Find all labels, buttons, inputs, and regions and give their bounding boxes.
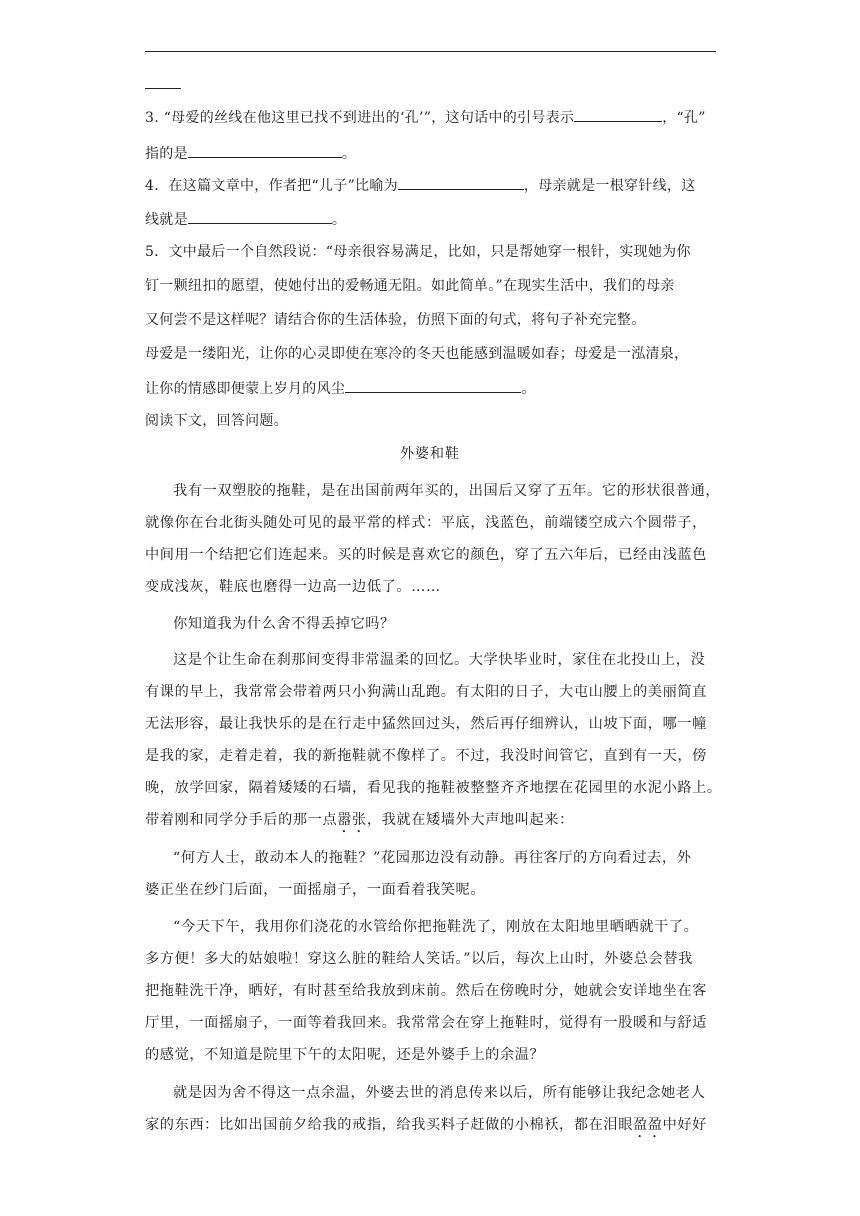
article-line: 多方便！多大的姑娘啦！穿这么脏的鞋给人笑话。”以后，每次上山时，外婆总会替我	[145, 951, 693, 967]
question-5-line-4: 母爱是一缕阳光，让你的心灵即使在寒冷的冬天也能感到温暖如春；母爱是一泓清泉，	[145, 346, 689, 362]
article-line: 的感觉，不知道是院里下午的太阳呢，还是外婆手上的余温？	[145, 1047, 545, 1063]
article-line: 把拖鞋洗干净，晒好，有时甚至给我放到床前。然后在傍晚时分，她就会安详地坐在客	[145, 983, 707, 999]
answer-blank	[398, 175, 524, 190]
answer-blank	[188, 143, 342, 158]
article-line: 就像你在台北街头随处可见的最平常的样式：平底，浅蓝色，前端镂空成六个圆带子，	[145, 515, 707, 531]
answer-blank	[188, 209, 332, 224]
article-line: 有课的早上，我常常会带着两只小狗满山乱跑。有太阳的日子，大屯山腰上的美丽简直	[145, 684, 707, 700]
question-5-line-2: 钉一颗纽扣的愿望，使她付出的爱畅通无阻。如此简单。”在现实生活中，我们的母亲	[145, 278, 675, 294]
article-line: 家的东西：比如出国前夕给我的戒指，给我买料子赶做的小棉袄，都在泪眼盈盈中好好	[145, 1117, 707, 1133]
article-line: 带着刚和同学分手后的那一点嚣张，我就在矮墙外大声地叫起来：	[145, 812, 574, 828]
article-title: 外婆和鞋	[400, 446, 460, 462]
article-line: 就是因为舍不得这一点余温，外婆去世的消息传来以后，所有能够让我纪念她老人	[173, 1085, 706, 1101]
article-line: 厅里，一面摇扇子，一面等着我回来。我常常会在穿上拖鞋时，觉得有一股暖和与舒适	[145, 1015, 707, 1031]
article-line: 无法形容，最让我快乐的是在行走中猛然回过头，然后再仔细辨认，山坡下面，哪一幢	[145, 716, 707, 732]
reading-instruction: 阅读下文，回答问题。	[145, 413, 288, 429]
question-3-line-1: 3. “母爱的丝线在他这里已找不到进出的‘孔’”，这句话中的引号表示 ，“孔”	[145, 107, 720, 128]
emphasized-word: 盈盈	[633, 1117, 663, 1133]
question-5-line-1: 5．文中最后一个自然段说：“母亲很容易满足，比如，只是帮她穿一根针，实现她为你	[145, 244, 691, 260]
answer-blank-fragment	[145, 88, 181, 89]
article-line: 婆正坐在纱门后面，一面摇扇子，一面看着我笑呢。	[145, 882, 486, 898]
question-5-line-3: 又何尝不是这样呢？请结合你的生活体验，仿照下面的句式，将句子补充完整。	[145, 312, 646, 328]
article-line: 这是个让生命在刹那间变得非常温柔的回忆。大学快毕业时，家住在北投山上，没	[173, 652, 706, 668]
question-4-line-2: 线就是 。	[145, 209, 720, 230]
question-4-line-1: 4．在这篇文章中，作者把“儿子”比喻为 ，母亲就是一根穿针线，这	[145, 175, 720, 196]
answer-blank	[574, 107, 662, 122]
article-line: 我有一双塑胶的拖鞋，是在出国前两年买的，出国后又穿了五年。它的形状很普通，	[173, 483, 721, 499]
header-rule	[145, 51, 716, 52]
answer-blank	[345, 378, 521, 393]
article-line: 你知道我为什么舍不得丢掉它吗？	[173, 616, 395, 632]
article-line: 中间用一个结把它们连起来。买的时候是喜欢它的颜色，穿了五六年后，已经由浅蓝色	[145, 547, 707, 563]
question-3-line-2: 指的是 。	[145, 143, 720, 164]
article-line: “何方人士，敢动本人的拖鞋？”花园那边没有动静。再往客厅的方向看过去，外	[173, 850, 692, 866]
article-line: 是我的家，走着走着，我的新拖鞋就不像样了。不过，我没时间管它，直到有一天，傍	[145, 748, 707, 764]
article-line: “今天下午，我用你们浇花的水管给你把拖鞋洗了，刚放在太阳地里晒晒就干了。	[173, 919, 699, 935]
emphasized-word: 嚣张	[337, 812, 367, 828]
article-line: 变成浅灰，鞋底也磨得一边高一边低了。……	[145, 579, 441, 595]
article-line: 晚，放学回家，隔着矮矮的石墙，看见我的拖鞋被整整齐齐地摆在花园里的水泥小路上。	[145, 780, 722, 796]
question-5-line-5: 让你的情感即便蒙上岁月的风尘 。	[145, 378, 720, 399]
